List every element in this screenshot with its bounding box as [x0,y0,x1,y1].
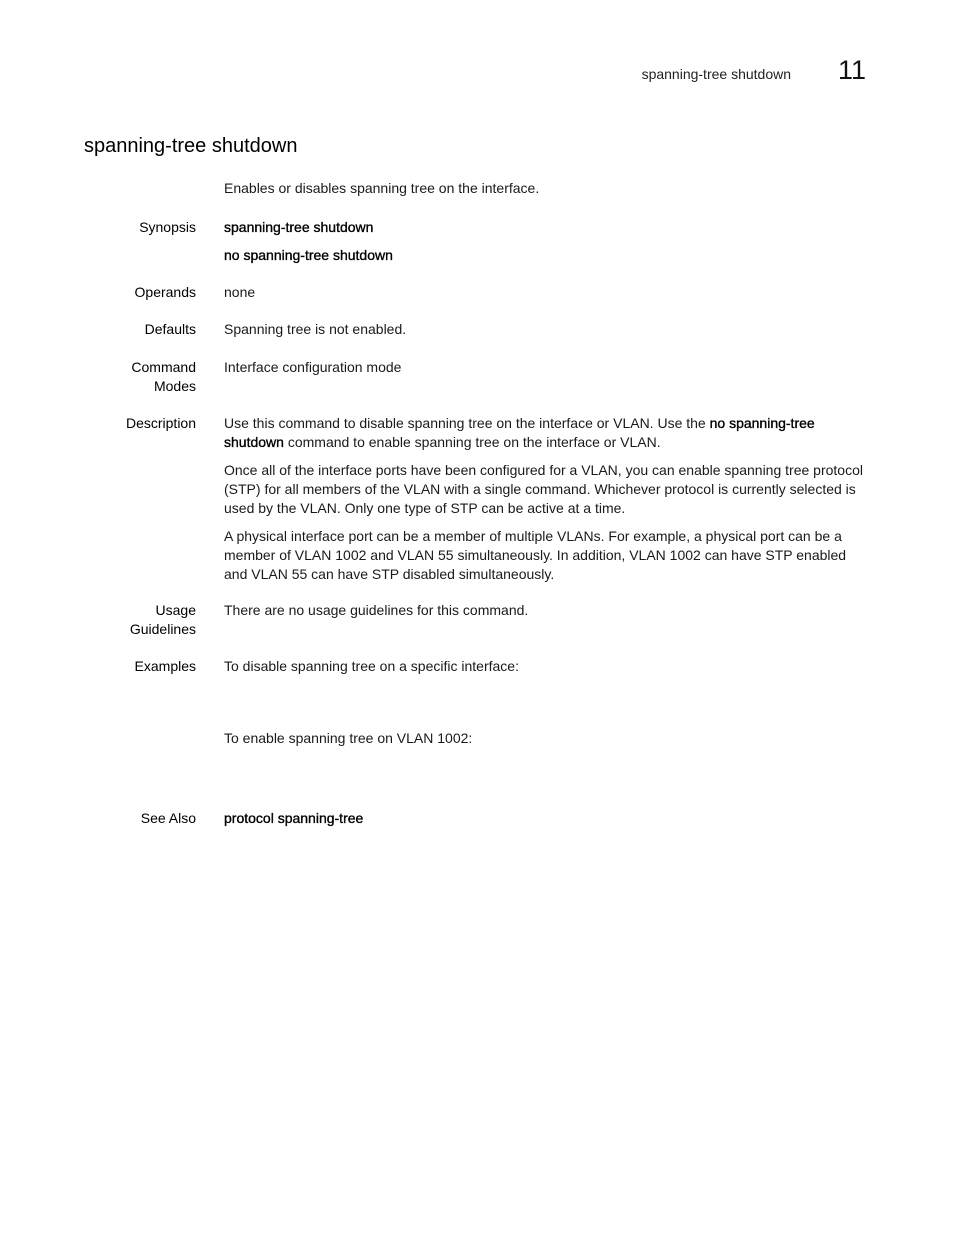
see-also-link[interactable]: protocol spanning-tree [224,810,364,826]
description-content [224,414,870,584]
operands-label: Operands [134,284,196,300]
page-title: spanning-tree shutdown [84,135,298,157]
description-p1-post: command to enable spanning tree on the interface or VLAN. [283,434,661,450]
usage-label-line-1: Usage [155,602,196,618]
summary-text: Enables or disables spanning tree on the interface. [224,180,540,196]
command-modes-label [76,358,196,396]
synopsis-label: Synopsis [139,219,196,235]
defaults-label: Defaults [144,321,196,337]
description-p1-command-part-2: shutdown [224,434,284,450]
operands-text: none [224,284,256,300]
usage-label-line-2: Guidelines [129,621,196,637]
command-modes-text: Interface configuration mode [224,359,402,375]
synopsis-content [224,218,870,265]
description-p1-command-part-1: no spanning-tree [709,415,815,431]
examples-text-1: To disable spanning tree on a specific interface: [224,658,519,674]
examples-label: Examples [134,658,196,674]
running-header-title: spanning-tree shutdown [641,66,791,82]
usage-text: There are no usage guidelines for this command. [224,602,529,618]
see-also-label: See Also [140,810,196,826]
examples-text-2: To enable spanning tree on VLAN 1002: [224,730,473,746]
chapter-number: 11 [837,55,866,85]
usage-label [76,601,196,639]
description-paragraph-1 [224,414,870,452]
defaults-text: Spanning tree is not enabled. [224,321,407,337]
command-modes-label-line-1: Command [131,359,196,375]
description-p1-pre: Use this command to disable spanning tree on the interface or VLAN. Use the [224,415,710,431]
description-paragraph-3: A physical interface port can be a member of multiple VLANs. For example, a physical port can be a member of VLAN 1002 and VLAN 55 simultaneously. In addition, VLAN 1002 can have STP enabled and VLAN 55 can have STP disabled simultaneously. [224,528,847,582]
command-modes-label-line-2: Modes [153,378,196,394]
synopsis-line-2: no spanning-tree shutdown [224,247,393,263]
synopsis-line-1: spanning-tree shutdown [224,219,374,235]
description-label: Description [125,415,196,431]
description-paragraph-2: Once all of the interface ports have been configured for a VLAN, you can enable spanning tree protocol (STP) for all members of the VLAN with a single command. Whichever protocol is currently selected is used by the VLAN. Only one type of STP can be active at a time. [224,462,863,516]
